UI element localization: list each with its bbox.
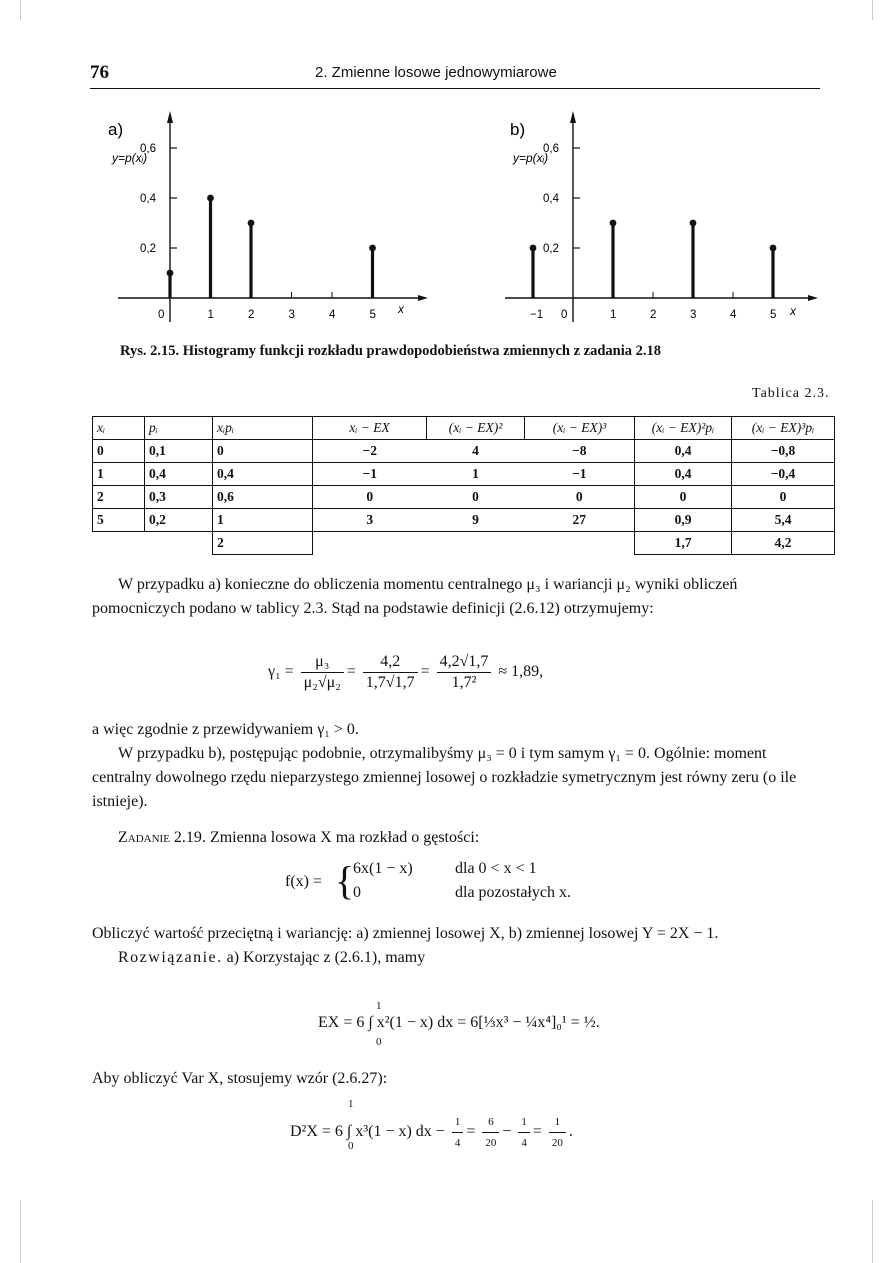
paragraph-1 bbox=[92, 573, 822, 621]
formula-var-lower: 0 bbox=[348, 1140, 354, 1152]
table-cell: −2 bbox=[313, 440, 427, 463]
histogram-figure bbox=[0, 110, 893, 340]
table-cell: 0,3 bbox=[145, 486, 213, 509]
table-body bbox=[93, 417, 835, 555]
b-xtick-label: 0 bbox=[561, 309, 568, 321]
a-bar-top-x1 bbox=[207, 195, 214, 202]
b-bar-x-1 bbox=[531, 248, 534, 298]
table-sum-cell: 2 bbox=[213, 532, 313, 555]
table-cell: 5,4 bbox=[732, 509, 835, 532]
table-cell: −0,8 bbox=[732, 440, 835, 463]
table-header-row bbox=[93, 417, 835, 440]
table-empty-cell bbox=[145, 532, 213, 555]
table-header-cell: xᵢ − EX bbox=[313, 417, 427, 440]
paragraph-2-text: a więc zgodnie z przewidywaniem γ₁ > 0. bbox=[92, 721, 359, 738]
table-cell: −8 bbox=[525, 440, 635, 463]
density-case2-expr: 0 bbox=[353, 884, 361, 901]
b-xtick-label: 1 bbox=[610, 309, 617, 321]
var-frac-3-num: 1 bbox=[518, 1112, 530, 1133]
density-case1-cond: dla 0 < x < 1 bbox=[455, 860, 537, 877]
frac-2-den: 1,7√1,7 bbox=[365, 674, 415, 691]
panel-b-ylabel: y=p(xᵢ) bbox=[513, 151, 549, 165]
frac-1-num: μ₃ bbox=[301, 652, 344, 673]
b-bar-top-x3 bbox=[690, 220, 697, 227]
table-cell: 0 bbox=[213, 440, 313, 463]
frac-1-den: μ₂√μ₂ bbox=[303, 674, 341, 691]
b-bar-x5 bbox=[771, 248, 774, 298]
solution-label: Rozwiązanie. bbox=[118, 949, 223, 966]
panel-b bbox=[505, 111, 818, 322]
table-row bbox=[93, 440, 835, 463]
table-cell: 5 bbox=[93, 509, 145, 532]
table-sum-cell: 4,2 bbox=[732, 532, 835, 555]
var-frac-1 bbox=[452, 1112, 464, 1153]
table-cell: 4 bbox=[427, 440, 525, 463]
panel-a-xlabel: x bbox=[398, 302, 404, 316]
table-empty-cell bbox=[427, 532, 525, 555]
a-bar-x0 bbox=[168, 273, 171, 298]
b-xtick-label: 2 bbox=[650, 309, 657, 321]
formula-var bbox=[290, 1098, 650, 1154]
paragraph-3-text: W przypadku b), postępując podobnie, otrzymalibyśmy μ₃ = 0 i tym samym γ₁ = 0. Ogólnie: moment centralny dowolnego rzędu nieparzystego zmiennej losowej o rozkładzie symetrycznym jest równy zeru (o ile istnieje). bbox=[92, 745, 797, 810]
task-2-19 bbox=[92, 826, 822, 850]
table-cell: 0,2 bbox=[145, 509, 213, 532]
b-ytick-label: 0,2 bbox=[543, 243, 559, 255]
paragraph-4 bbox=[92, 922, 822, 970]
b-ytick-label: 0,4 bbox=[543, 193, 559, 205]
data-table bbox=[92, 416, 835, 555]
var-frac-2-num: 6 bbox=[482, 1112, 499, 1133]
a-bar-top-x0 bbox=[167, 270, 174, 277]
var-frac-4 bbox=[549, 1112, 566, 1153]
formula-gamma-frac-2 bbox=[363, 652, 418, 693]
paragraph-5 bbox=[92, 1067, 822, 1091]
a-xtick-label: 3 bbox=[288, 309, 295, 321]
table-cell: 0 bbox=[427, 486, 525, 509]
solution-text: a) Korzystając z (2.6.1), mamy bbox=[226, 949, 426, 966]
var-frac-3 bbox=[518, 1112, 530, 1153]
table-header-cell: xᵢpᵢ bbox=[213, 417, 313, 440]
table-row bbox=[93, 463, 835, 486]
table-empty-cell bbox=[313, 532, 427, 555]
table-cell: 3 bbox=[313, 509, 427, 532]
table-empty-cell bbox=[93, 532, 145, 555]
a-xtick-label: 4 bbox=[329, 309, 336, 321]
task-text: Zmienna losowa X ma rozkład o gęstości: bbox=[209, 829, 480, 846]
table-row bbox=[93, 509, 835, 532]
table-cell: 0,4 bbox=[213, 463, 313, 486]
a-x-axis-arrow bbox=[418, 295, 428, 301]
formula-ex-expr: EX = 6 ∫ x²(1 − x) dx = 6[⅓x³ − ¼x⁴]₀¹ = ½. bbox=[318, 1014, 600, 1031]
density-lhs: f(x) = bbox=[285, 873, 323, 890]
table-cell: 0 bbox=[635, 486, 732, 509]
table-sum-cell: 1,7 bbox=[635, 532, 732, 555]
formula-gamma-frac-1 bbox=[301, 652, 344, 693]
b-bar-top-x1 bbox=[610, 220, 617, 227]
page-edge-right-bottom bbox=[872, 1200, 873, 1263]
table-cell: 0,4 bbox=[635, 440, 732, 463]
formula-gamma-lhs: γ₁ = bbox=[268, 663, 294, 681]
table-cell: 2 bbox=[93, 486, 145, 509]
formula-gamma: γ₁ = $\frac{\text{μ₃}}{\text{μ₂√μ₂}}$ = $\frac{4,2}{1,7√1,7}$ = $\frac{4,2√1,7}{\text{1,7²}}$ ≈ 1,89, bbox=[268, 653, 544, 691]
b-x-axis-arrow bbox=[808, 295, 818, 301]
page-number: 76 bbox=[90, 62, 109, 83]
b-ytick-label: 0,6 bbox=[543, 143, 559, 155]
formula-density bbox=[285, 860, 645, 910]
density-brace: { bbox=[335, 858, 355, 903]
formula-ex bbox=[318, 1000, 678, 1050]
var-frac-2 bbox=[482, 1112, 499, 1153]
var-frac-4-num: 1 bbox=[549, 1112, 566, 1133]
task-label: Zadanie 2.19. bbox=[118, 829, 206, 846]
frac-2-num: 4,2 bbox=[363, 652, 418, 673]
b-bar-top-x5 bbox=[770, 245, 777, 252]
b-y-axis-arrow bbox=[570, 111, 576, 123]
paragraph-5-text: Aby obliczyć Var X, stosujemy wzór (2.6.27): bbox=[92, 1070, 388, 1087]
b-bar-top-x-1 bbox=[530, 245, 537, 252]
paragraph-4-text: Obliczyć wartość przeciętną i wariancję: a) zmiennej losowej X, b) zmiennej losowej Y = 2X − 1. bbox=[92, 925, 719, 942]
var-frac-3-den: 4 bbox=[521, 1137, 527, 1149]
table-cell: −1 bbox=[525, 463, 635, 486]
table-title: Tablica 2.3. bbox=[752, 386, 830, 401]
page-header bbox=[90, 62, 820, 89]
b-xtick-label: −1 bbox=[530, 309, 544, 321]
table-cell: −1 bbox=[313, 463, 427, 486]
formula-var-upper: 1 bbox=[348, 1098, 354, 1110]
table-cell: 27 bbox=[525, 509, 635, 532]
table-cell: 1 bbox=[213, 509, 313, 532]
table-empty-cell bbox=[525, 532, 635, 555]
formula-ex-upper: 1 bbox=[376, 1000, 382, 1012]
table-cell: 0,1 bbox=[145, 440, 213, 463]
a-bar-x1 bbox=[209, 198, 212, 298]
running-head: 2. Zmienne losowe jednowymiarowe bbox=[315, 64, 557, 81]
panel-a bbox=[108, 111, 428, 322]
b-bar-x3 bbox=[691, 223, 694, 298]
a-y-axis-arrow bbox=[167, 111, 173, 123]
table-header-cell: (xᵢ − EX)³ bbox=[525, 417, 635, 440]
table-row bbox=[93, 486, 835, 509]
var-frac-1-den: 4 bbox=[454, 1137, 461, 1149]
formula-var-expr: D²X = 6 ∫ x³(1 − x) dx − $\frac{1}{4}$ = $\frac{6}{20}$ − $\frac{1}{4}$ = $\frac{1}{20}$ . bbox=[290, 1112, 573, 1153]
panel-b-label: b) bbox=[510, 120, 526, 139]
table-cell: 9 bbox=[427, 509, 525, 532]
a-ytick-label: 0,4 bbox=[140, 193, 156, 205]
a-bar-top-x5 bbox=[369, 245, 376, 252]
formula-ex-lower: 0 bbox=[376, 1036, 382, 1048]
var-frac-2-den: 20 bbox=[485, 1137, 497, 1149]
panel-b-xlabel: x bbox=[790, 304, 796, 318]
table-cell: 0,4 bbox=[635, 463, 732, 486]
var-frac-4-den: 20 bbox=[551, 1137, 563, 1149]
table-cell: 1 bbox=[427, 463, 525, 486]
table-cell: 1 bbox=[93, 463, 145, 486]
table-header-cell: (xᵢ − EX)² bbox=[427, 417, 525, 440]
b-xtick-label: 5 bbox=[770, 309, 777, 321]
a-ytick-label: 0,6 bbox=[140, 143, 156, 155]
figure-caption: Rys. 2.15. Histogramy funkcji rozkładu prawdopodobieństwa zmiennych z zadania 2.18 bbox=[120, 343, 662, 359]
formula-gamma-result: ≈ 1,89, bbox=[498, 663, 544, 681]
a-xtick-label: 1 bbox=[207, 309, 214, 321]
table-cell: 0,6 bbox=[213, 486, 313, 509]
var-frac-1-num: 1 bbox=[452, 1112, 464, 1133]
a-xtick-label: 2 bbox=[248, 309, 255, 321]
table-cell: 0,9 bbox=[635, 509, 732, 532]
b-bar-x1 bbox=[611, 223, 614, 298]
page-edge-right bbox=[872, 0, 873, 20]
table-cell: 0 bbox=[93, 440, 145, 463]
table-cell: −0,4 bbox=[732, 463, 835, 486]
a-bar-top-x2 bbox=[248, 220, 255, 227]
a-xtick-label: 5 bbox=[369, 309, 376, 321]
frac-3-den: 1,7² bbox=[451, 674, 477, 691]
a-bar-x5 bbox=[371, 248, 374, 298]
density-case2-cond: dla pozostałych x. bbox=[455, 884, 571, 901]
formula-gamma-frac-3 bbox=[437, 652, 492, 693]
table-cell: 0,4 bbox=[145, 463, 213, 486]
table-cell: 0 bbox=[313, 486, 427, 509]
page-edge-left bbox=[20, 0, 21, 20]
page-edge-left-bottom bbox=[20, 1200, 21, 1263]
paragraph-1-text: W przypadku a) konieczne do obliczenia momentu centralnego μ₃ i wariancji μ₂ wyniki obliczeń pomocniczych podano w tablicy 2.3. Stąd na podstawie definicji (2.6.12) otrzymujemy: bbox=[92, 576, 738, 617]
table-cell: 0 bbox=[732, 486, 835, 509]
table-cell: 0 bbox=[525, 486, 635, 509]
table-header-cell: (xᵢ − EX)²pᵢ bbox=[635, 417, 732, 440]
density-case1-expr: 6x(1 − x) bbox=[353, 860, 413, 877]
paragraph-2 bbox=[92, 718, 822, 814]
table-header-cell: xᵢ bbox=[93, 417, 145, 440]
panel-a-label: a) bbox=[108, 120, 124, 139]
panel-a-ylabel: y=p(xᵢ) bbox=[112, 151, 148, 165]
b-xtick-label: 4 bbox=[730, 309, 737, 321]
frac-3-num: 4,2√1,7 bbox=[437, 652, 492, 673]
table-header-cell: pᵢ bbox=[145, 417, 213, 440]
b-xtick-label: 3 bbox=[690, 309, 697, 321]
table-sum-row bbox=[93, 532, 835, 555]
a-ytick-label: 0,2 bbox=[140, 243, 156, 255]
table-header-cell: (xᵢ − EX)³pᵢ bbox=[732, 417, 835, 440]
formula-var-lhs: D²X = 6 ∫ x³(1 − x) dx − bbox=[290, 1123, 445, 1141]
a-xtick-label: 0 bbox=[158, 309, 165, 321]
a-bar-x2 bbox=[249, 223, 252, 298]
